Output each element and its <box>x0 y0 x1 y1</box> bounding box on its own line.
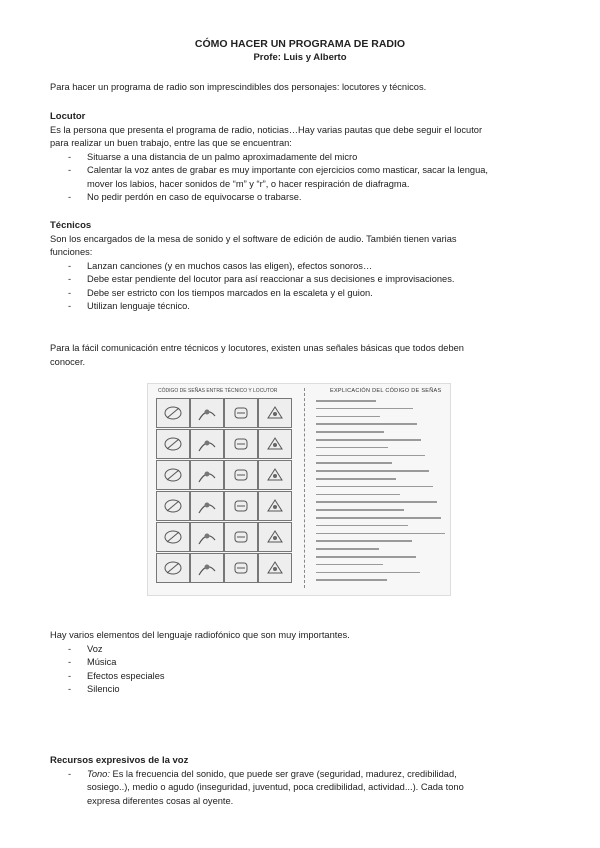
explanation-line <box>316 478 396 480</box>
hand-signal-illustration <box>258 553 292 583</box>
explanation-line <box>316 579 387 581</box>
hand-signal-illustration <box>190 522 224 552</box>
hand-signal-illustration <box>258 398 292 428</box>
locutor-heading: Locutor <box>50 111 86 122</box>
list-item: - Situarse a una distancia de un palmo aproximadamente del micro <box>68 151 358 162</box>
list-item: - Voz <box>68 643 103 654</box>
hand-signal-illustration <box>224 429 258 459</box>
hand-icon <box>163 435 183 453</box>
tecnicos-text-1: Son los encargados de la mesa de sonido y el software de edición de audio. También tienen varias <box>50 233 457 244</box>
hand-icon <box>265 466 285 484</box>
explanation-line <box>316 509 404 511</box>
hand-signal-illustration <box>258 491 292 521</box>
explanation-line <box>316 540 412 542</box>
list-item: - Utilizan lenguaje técnico. <box>68 301 190 311</box>
explanation-line <box>316 517 441 519</box>
explanation-line <box>316 572 420 574</box>
list-item: - Lanzan canciones (y en muchos casos las eligen), efectos sonoros… <box>68 260 373 271</box>
list-item: - Música <box>68 657 117 667</box>
elementos-section <box>50 629 555 697</box>
intro-paragraph <box>50 81 555 95</box>
hand-icon <box>231 466 251 484</box>
explanation-line <box>316 548 379 550</box>
list-item: - Debe ser estricto con los tiempos marcados en la escaleta y el guion. <box>68 287 373 298</box>
hand-icon <box>231 435 251 453</box>
hand-signal-illustration <box>224 491 258 521</box>
hand-signals-figure <box>147 383 451 596</box>
hand-signal-illustration <box>190 460 224 490</box>
hand-signal-illustration <box>156 522 190 552</box>
explanation-line <box>316 431 384 433</box>
elementos-list <box>50 643 555 697</box>
explanation-line <box>316 462 392 464</box>
hand-signal-illustration <box>190 553 224 583</box>
explanation-line <box>316 494 400 496</box>
hand-icon <box>163 528 183 546</box>
hand-signal-illustration <box>156 491 190 521</box>
hand-signal-illustration <box>190 429 224 459</box>
hand-icon <box>265 404 285 422</box>
list-item: - Tono: Es la frecuencia del sonido, que puede ser grave (seguridad, madurez, credibilidad, sosiego..), medio o agudo (inseguridad, juventud, poca credibilidad, actividad...). Cada tono expresa diferentes cosas al oyente. <box>68 768 464 806</box>
hand-icon <box>231 404 251 422</box>
explanation-line <box>316 486 433 488</box>
list-item: - Efectos especiales <box>68 670 165 681</box>
figure-caption-left: CÓDIGO DE SEÑAS ENTRE TÉCNICO Y LOCUTOR <box>158 388 278 394</box>
hand-signal-illustration <box>190 491 224 521</box>
explanation-line <box>316 408 413 410</box>
locutor-section <box>50 110 555 205</box>
list-item: - Debe estar pendiente del locutor para así reaccionar a sus decisiones e improvisaciones. <box>68 274 455 284</box>
hand-signal-illustration <box>156 429 190 459</box>
tecnicos-heading: Técnicos <box>50 220 92 231</box>
hand-icon <box>231 497 251 515</box>
locutor-text-2: para realizar un buen trabajo, entre las que se encuentran: <box>50 138 292 148</box>
recursos-section <box>50 754 555 808</box>
hand-signal-illustration <box>224 460 258 490</box>
explanation-line <box>316 470 429 472</box>
explanation-line <box>316 501 437 503</box>
hand-icon <box>197 528 217 546</box>
locutor-list <box>50 151 555 205</box>
tecnicos-list <box>50 260 555 314</box>
list-item: - Silencio <box>68 684 120 694</box>
page-subtitle: Profe: Luis y Alberto <box>253 52 347 63</box>
tono-label: Tono: <box>87 768 110 779</box>
hand-signal-illustration <box>156 460 190 490</box>
hand-signal-illustration <box>258 429 292 459</box>
hand-icon <box>231 528 251 546</box>
explanation-line <box>316 416 380 418</box>
hand-icon <box>163 497 183 515</box>
explanation-line <box>316 439 421 441</box>
hand-icon <box>163 559 183 577</box>
explanation-line <box>316 556 416 558</box>
sign-grid <box>156 398 296 588</box>
list-item: - No pedir perdón en caso de equivocarse o trabarse. <box>68 192 302 202</box>
explanation-line <box>316 423 417 425</box>
intro-text: Para hacer un programa de radio son imprescindibles dos personajes: locutores y técnicos. <box>50 82 427 92</box>
hand-icon <box>231 559 251 577</box>
recursos-list <box>50 768 555 809</box>
senales-paragraph <box>50 342 555 369</box>
hand-icon <box>197 435 217 453</box>
hand-signal-illustration <box>258 460 292 490</box>
hand-icon <box>197 559 217 577</box>
explanation-line <box>316 533 445 535</box>
explanation-line <box>316 455 425 457</box>
hand-signal-illustration <box>224 522 258 552</box>
recursos-heading: Recursos expresivos de la voz <box>50 755 189 766</box>
hand-signal-illustration <box>258 522 292 552</box>
hand-signal-illustration <box>156 398 190 428</box>
senales-text-1: Para la fácil comunicación entre técnicos y locutores, existen unas señales básicas que todos deben <box>50 343 464 353</box>
hand-signal-illustration <box>224 553 258 583</box>
explanation-line <box>316 564 383 566</box>
explanation-line <box>316 400 376 402</box>
locutor-text-1: Es la persona que presenta el programa de radio, noticias…Hay varias pautas que debe seguir el locutor <box>50 124 483 135</box>
hand-signal-illustration <box>190 398 224 428</box>
hand-signal-illustration <box>156 553 190 583</box>
list-item: - Calentar la voz antes de grabar es muy importante con ejercicios como masticar, sacar la lengua, mover los labios, hacer sonidos de “m” y “r”, o hacer respiración de diafragma. <box>68 165 488 189</box>
elementos-text: Hay varios elementos del lenguaje radiofónico que son muy importantes. <box>50 630 350 640</box>
tecnicos-text-2: funciones: <box>50 247 93 257</box>
hand-icon <box>163 404 183 422</box>
explanation-line <box>316 447 388 449</box>
hand-icon <box>265 528 285 546</box>
hand-icon <box>197 404 217 422</box>
explanation-line <box>316 525 408 527</box>
figure-caption-right: EXPLICACIÓN DEL CÓDIGO DE SEÑAS <box>330 388 442 394</box>
hand-icon <box>197 497 217 515</box>
figure-divider <box>304 388 305 588</box>
hand-icon <box>265 559 285 577</box>
senales-text-2: conocer. <box>50 356 86 367</box>
hand-icon <box>265 435 285 453</box>
hand-signal-illustration <box>224 398 258 428</box>
hand-icon <box>163 466 183 484</box>
tecnicos-section <box>50 219 555 314</box>
hand-icon <box>265 497 285 515</box>
page-title: CÓMO HACER UN PROGRAMA DE RADIO <box>194 38 406 50</box>
hand-icon <box>197 466 217 484</box>
